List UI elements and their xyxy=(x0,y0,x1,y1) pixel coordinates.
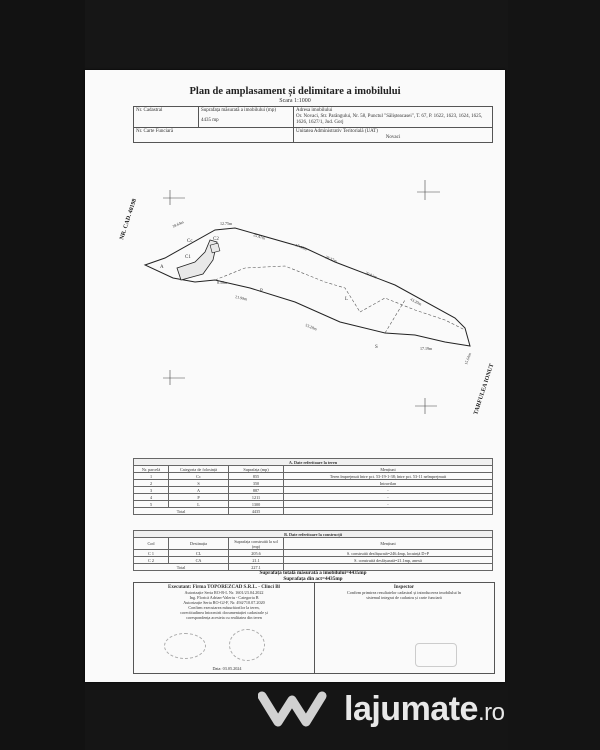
executant-line: corectitudinea întocmirii documentației cadastrale și xyxy=(180,610,268,615)
cell: 1 xyxy=(134,473,169,480)
surface-value: 4435 mp xyxy=(201,118,219,123)
inspector-line: sistemul integrat de cadastru și carte funciară xyxy=(366,595,442,600)
signature-mark xyxy=(229,629,265,661)
cell: 205.6 xyxy=(229,550,284,557)
cell: 1211 xyxy=(229,494,284,501)
cell xyxy=(284,508,493,515)
cell: 350 xyxy=(229,480,284,487)
right-dark-band xyxy=(508,0,600,750)
cell: A xyxy=(169,487,229,494)
summary-total-surface: Suprafața totală măsurată a imobilului=4435mp xyxy=(259,570,367,576)
inspector-column xyxy=(315,583,493,673)
cell: 1300 xyxy=(229,501,284,508)
cell: 21.1 xyxy=(229,557,284,564)
dimension-4: 17.48m xyxy=(294,242,308,252)
executant-column xyxy=(134,583,315,673)
construction-col-destination: Destinația xyxy=(169,538,229,550)
building-c2 xyxy=(210,243,220,253)
dimension-5: 28.37m xyxy=(324,254,338,264)
total-label: Total xyxy=(134,508,229,515)
total-value: 227.1 xyxy=(229,564,284,571)
construction-col-mentions: Mențiuni xyxy=(284,538,493,550)
parcel-label-c1: C1 xyxy=(185,255,191,260)
parcel-label-c2: C2 xyxy=(213,237,219,242)
cell: - xyxy=(284,501,493,508)
dimension-11: 17.19m xyxy=(420,346,433,351)
land-col-parcel: Nr. parcelă xyxy=(134,466,169,473)
cell: S. construită desfășurată=21.1mp, anexă xyxy=(284,557,493,564)
total-value: 4435 xyxy=(229,508,284,515)
construction-col-surface: Suprafața construită la sol (mp) xyxy=(229,538,284,550)
street-label: TARFULEA IONUT xyxy=(473,362,496,416)
uat-label: Unitatea Administrativ Teritorială (UAT) xyxy=(296,129,378,134)
land-col-surface: Suprafața (mp) xyxy=(229,466,284,473)
construction-table-title: B. Date referitoare la construcții xyxy=(134,531,493,538)
executant-line: Ing. Florică Adrian-Valeriu - Categoria B xyxy=(189,595,259,600)
parcel-label-p: P xyxy=(260,289,263,294)
dimension-2: 12.75m xyxy=(220,221,233,226)
inspector-title: Inspector xyxy=(393,585,415,590)
carte-funciara-label: Nr. Carte Funciară xyxy=(134,128,294,143)
cell: CL xyxy=(169,550,229,557)
cell: - xyxy=(284,494,493,501)
uat-cell xyxy=(294,128,493,143)
cell: 855 xyxy=(229,473,284,480)
surface-cell xyxy=(199,107,294,128)
land-data-table xyxy=(133,458,493,515)
dimension-1: 39.64m xyxy=(171,219,185,229)
nr-cadastral-label: Nr. Cadastral xyxy=(134,107,199,128)
parcel-division-3 xyxy=(385,300,405,333)
inspector-stamp-mark xyxy=(415,643,457,667)
dimension-9: 53.28m xyxy=(304,322,318,332)
cell: L xyxy=(169,501,229,508)
construction-data-table xyxy=(133,530,493,571)
cell: 4 xyxy=(134,494,169,501)
executant-date: Data: 03.05.2024 xyxy=(212,666,242,671)
table-row xyxy=(134,480,493,487)
address-label: Adresa imobilului xyxy=(296,108,333,113)
cell: CA xyxy=(169,557,229,564)
lajumate-brand: lajumate xyxy=(344,690,478,728)
lajumate-logo-icon xyxy=(258,686,336,732)
table-row xyxy=(134,557,493,564)
table-row xyxy=(134,501,493,508)
land-col-mentions: Mențiuni xyxy=(284,466,493,473)
table-row xyxy=(134,473,493,480)
surface-label: Suprafața măsurată a imobilului (mp) xyxy=(201,108,276,113)
total-label: Total xyxy=(134,564,229,571)
lajumate-watermark xyxy=(256,686,596,736)
executant-line: corespondența acesteia cu realitatea din teren xyxy=(186,615,262,620)
lajumate-tld: .ro xyxy=(477,699,505,726)
dimension-8: 21.99m xyxy=(234,294,248,302)
lajumate-wordmark xyxy=(344,690,504,729)
dimension-10: 15.64m xyxy=(463,352,473,366)
cell: 887 xyxy=(229,487,284,494)
executant-line: Confirm executarea măsurătorilor la teren, xyxy=(188,605,260,610)
land-col-category: Categoria de folosință xyxy=(169,466,229,473)
executant-line: Autorizație Seria RO-GJ-F, Nr. 494/710.07.2020 xyxy=(183,600,265,605)
dimension-7: 43.20m xyxy=(409,296,423,307)
parcel-label-s: S xyxy=(375,345,378,350)
left-dark-band xyxy=(0,0,85,750)
cell: Teren împrejmuit între pct. 53-19-1-38; între pct. 53-11 neîmprejmuit xyxy=(284,473,493,480)
table-row xyxy=(134,494,493,501)
cell: 2 xyxy=(134,480,169,487)
nr-cad-label: NR. CAD. 40198 xyxy=(119,198,139,241)
land-table-title: A. Date referitoare la teren xyxy=(134,459,493,466)
cell: Intravilan xyxy=(284,480,493,487)
cell: C 2 xyxy=(134,557,169,564)
cell: - xyxy=(284,487,493,494)
signature-block xyxy=(133,582,495,674)
site-plan-drawing xyxy=(85,170,505,430)
dimension-12: 8.58m xyxy=(217,280,228,285)
parcel-division-2 xyxy=(360,298,465,330)
cell: S. construită desfășurată=246.4mp, locuință D+P xyxy=(284,550,493,557)
table-row xyxy=(134,550,493,557)
parcel-label-a-small: A xyxy=(160,265,164,270)
cell: 5 xyxy=(134,501,169,508)
cell: C 1 xyxy=(134,550,169,557)
address-cell xyxy=(294,107,493,128)
table-total-row xyxy=(134,508,493,515)
dimension-3: 25.47m xyxy=(252,232,266,241)
cell: 3 xyxy=(134,487,169,494)
header-table xyxy=(133,106,493,143)
stamp-mark xyxy=(164,633,206,659)
document-title: Plan de amplasament și delimitare a imobilului xyxy=(189,86,401,97)
cell: Cc xyxy=(169,473,229,480)
cell: S xyxy=(169,480,229,487)
address-value: Or. Novaci, Str. Parângului, Nr. 58, Punctul "Sălișteacasei", T. 67, P. 1622, 1623, 1624, 1625, 1626, 1627/1, Jud. Gorj xyxy=(296,114,483,125)
executant-line: Autorizație Seria RO-B-L Nr. 1601/23.04.2022 xyxy=(184,590,264,595)
cadastral-document xyxy=(85,70,505,682)
summary-act-surface: Suprafața din act=4435mp xyxy=(283,576,343,582)
executant-title: Executant: Firma TOPOREZCAD S.R.L. - Clinci Bl xyxy=(168,585,280,590)
uat-value: Novaci xyxy=(385,135,401,140)
inspector-line: Confirm primirea rezultatelor cadastral și introducerea imobilului în xyxy=(346,590,462,595)
parcel-label-cc: Cc xyxy=(187,239,193,244)
coordinate-markers xyxy=(163,180,440,414)
construction-col-code: Cod xyxy=(134,538,169,550)
document-scale: Scara 1:1000 xyxy=(279,98,311,104)
cell: P xyxy=(169,494,229,501)
parcel-label-l: L xyxy=(345,297,349,302)
table-row xyxy=(134,487,493,494)
dimension-6: 29.81m xyxy=(364,270,378,280)
parcel-division-1 xyxy=(215,266,360,312)
